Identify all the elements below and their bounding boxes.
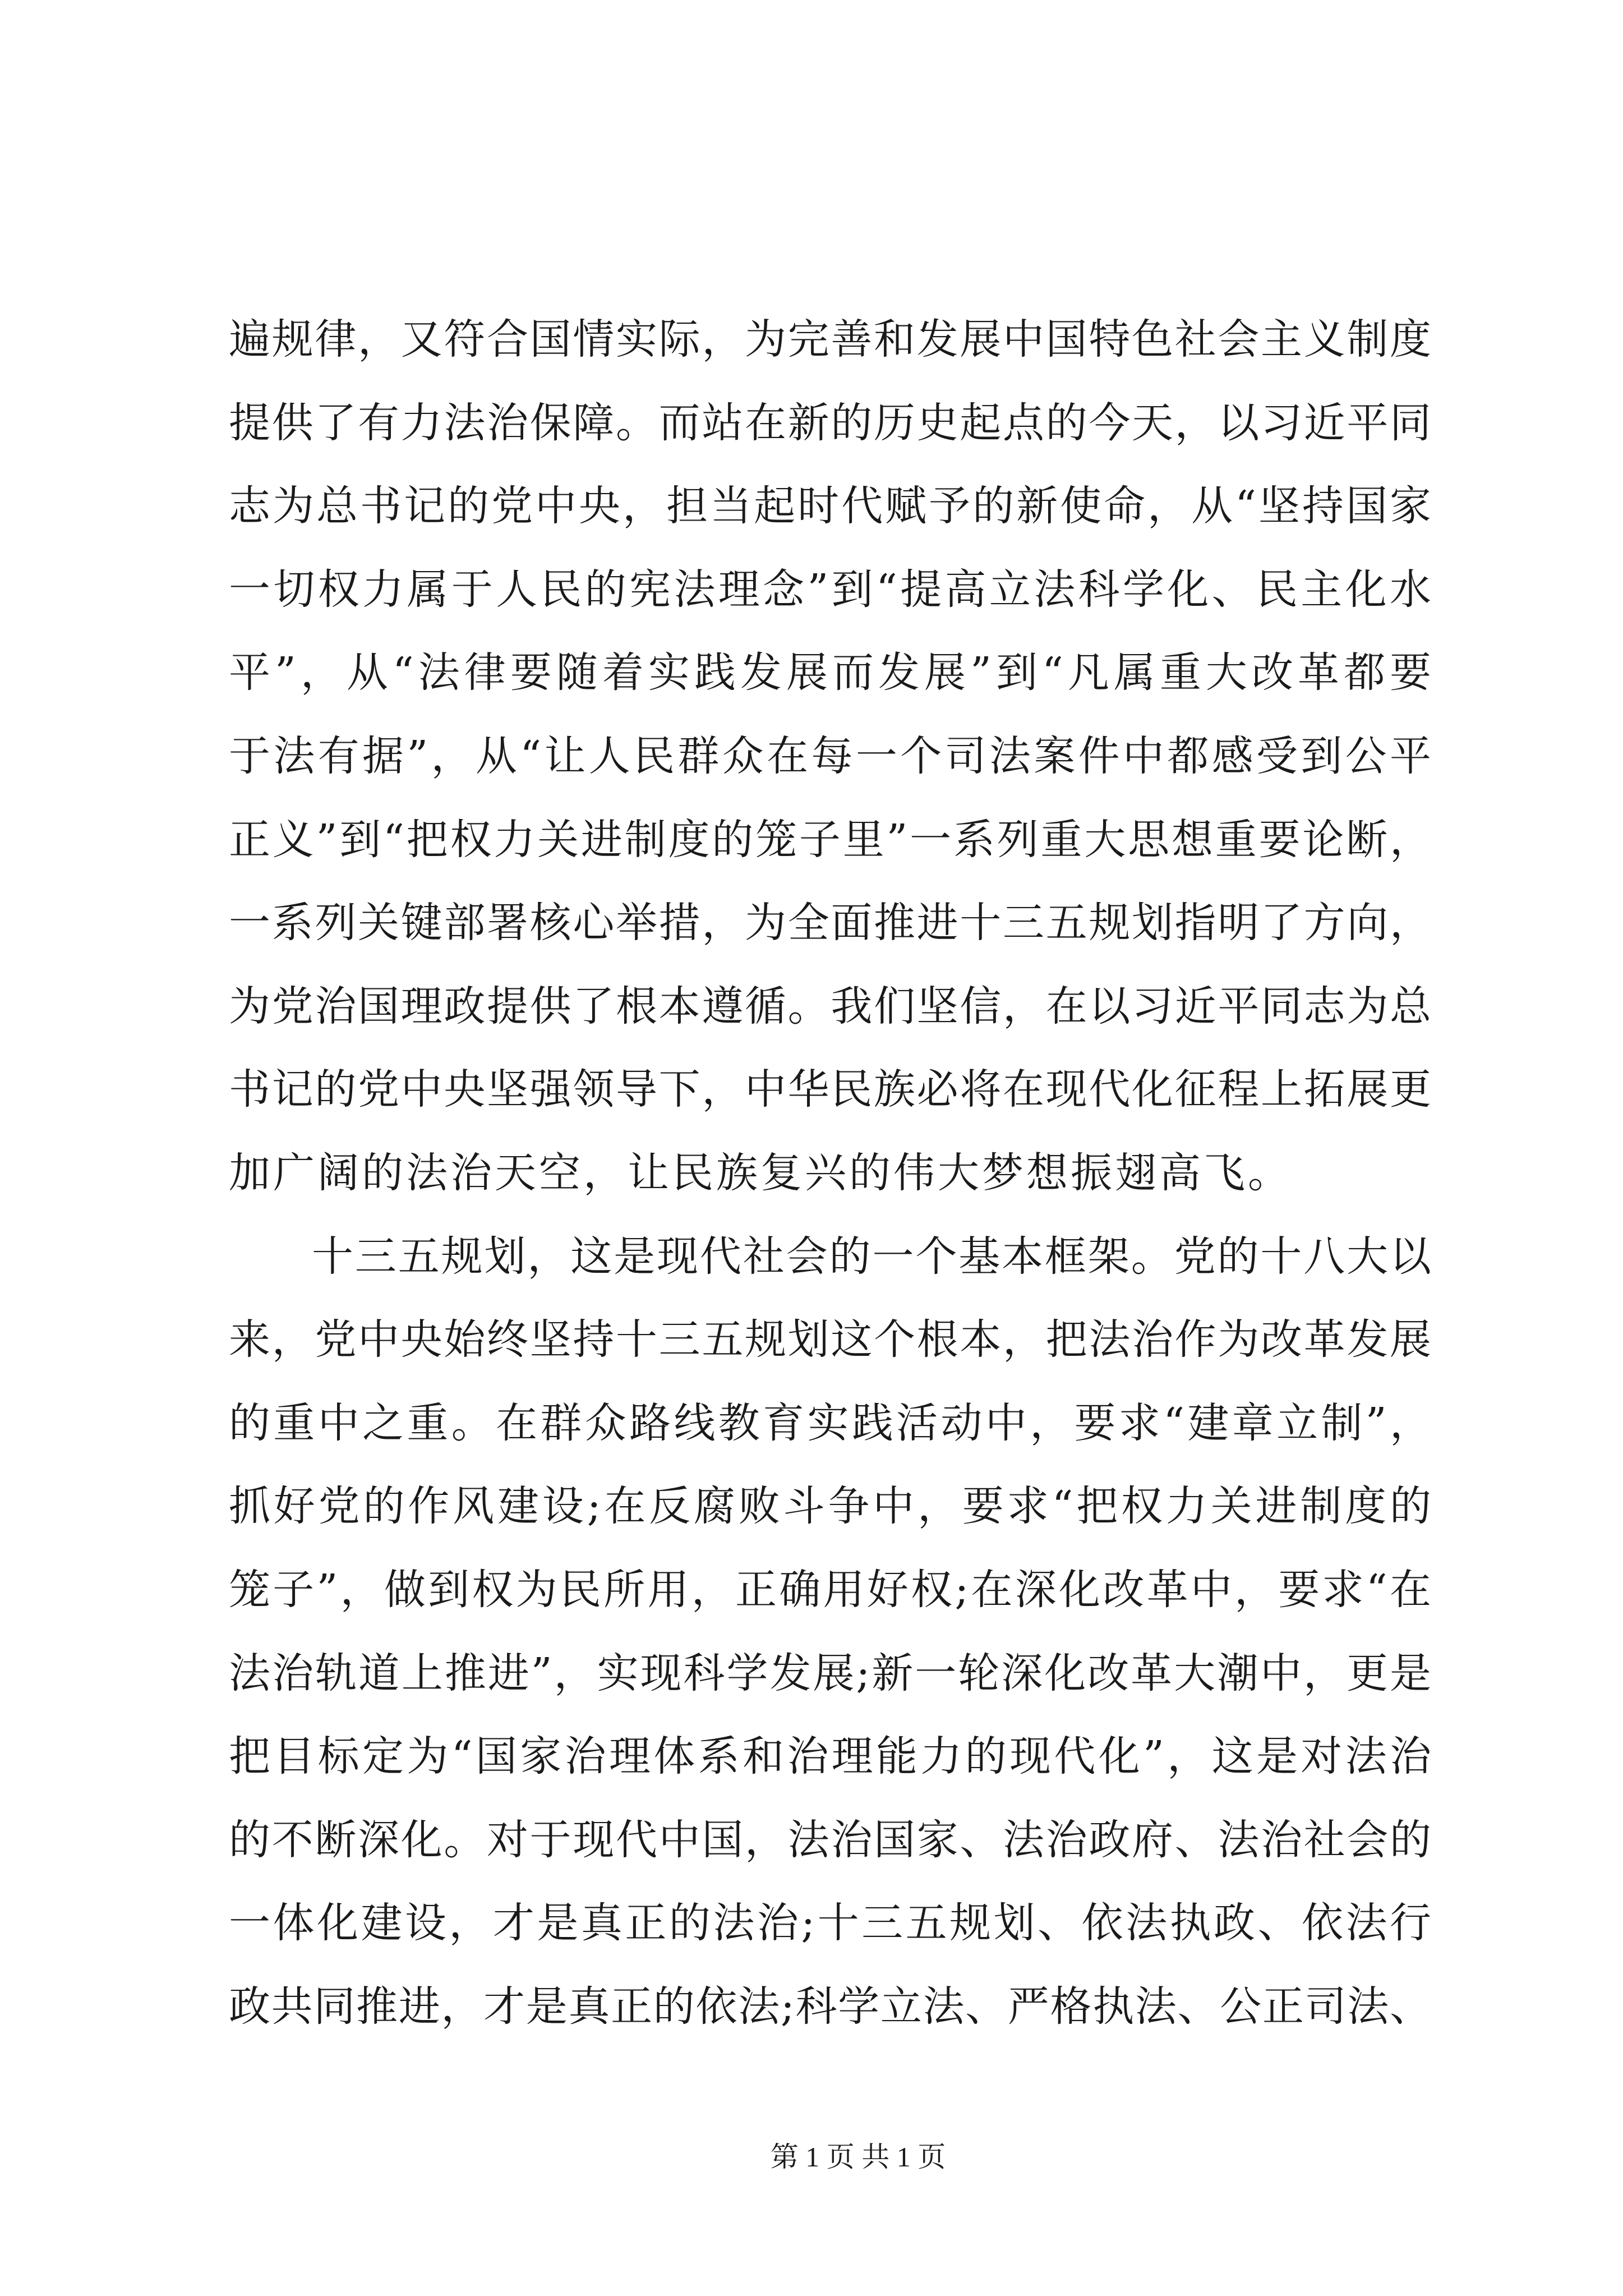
text-line: 一切权力属于人民的宪法理念”到“提高立法科学化、民主化水: [229, 565, 1431, 614]
text-line: 正义”到“把权力关进制度的笼子里”一系列重大思想重要论断，: [229, 815, 1431, 864]
text-line: 一系列关键部署核心举措，为全面推进十三五规划指明了方向，: [229, 899, 1431, 947]
text-line: 抓好党的作风建设;在反腐败斗争中，要求“把权力关进制度的: [229, 1482, 1431, 1531]
paragraph-2: [229, 1215, 1431, 2049]
text-line: 的重中之重。在群众路线教育实践活动中，要求“建章立制”，: [229, 1398, 1431, 1447]
text-line: 来，党中央始终坚持十三五规划这个根本，把法治作为改革发展: [229, 1315, 1431, 1364]
text-line: 志为总书记的党中央，担当起时代赋予的新使命，从“坚持国家: [229, 482, 1431, 531]
text-line: 的不断深化。对于现代中国，法治国家、法治政府、法治社会的: [229, 1815, 1431, 1864]
page-number-footer: 第 1 页 共 1 页: [770, 2141, 946, 2173]
document-body: [229, 298, 1431, 2048]
text-line: 把目标定为“国家治理体系和治理能力的现代化”，这是对法治: [229, 1732, 1431, 1781]
text-line: 遍规律，又符合国情实际，为完善和发展中国特色社会主义制度: [229, 315, 1431, 364]
text-line: 法治轨道上推进”，实现科学发展;新一轮深化改革大潮中，更是: [229, 1649, 1431, 1697]
text-line: 书记的党中央坚强领导下，中华民族必将在现代化征程上拓展更: [229, 1065, 1431, 1114]
text-line: 政共同推进，才是真正的依法;科学立法、严格执法、公正司法、: [229, 1982, 1431, 2031]
text-line: 加广阔的法治天空，让民族复兴的伟大梦想振翅高飞。: [229, 1148, 1292, 1197]
text-line: 一体化建设，才是真正的法治;十三五规划、依法执政、依法行: [229, 1899, 1431, 1948]
text-line: 平”，从“法律要随着实践发展而发展”到“凡属重大改革都要: [229, 648, 1431, 697]
text-line: 提供了有力法治保障。而站在新的历史起点的今天，以习近平同: [229, 398, 1431, 447]
text-line: 于法有据”，从“让人民群众在每一个司法案件中都感受到公平: [229, 731, 1431, 780]
text-line: 十三五规划，这是现代社会的一个基本框架。党的十八大以: [312, 1232, 1431, 1281]
text-line: 为党治国理政提供了根本遵循。我们坚信，在以习近平同志为总: [229, 982, 1431, 1030]
paragraph-1: [229, 298, 1431, 1215]
text-line: 笼子”，做到权为民所用，正确用好权;在深化改革中，要求“在: [229, 1565, 1431, 1614]
